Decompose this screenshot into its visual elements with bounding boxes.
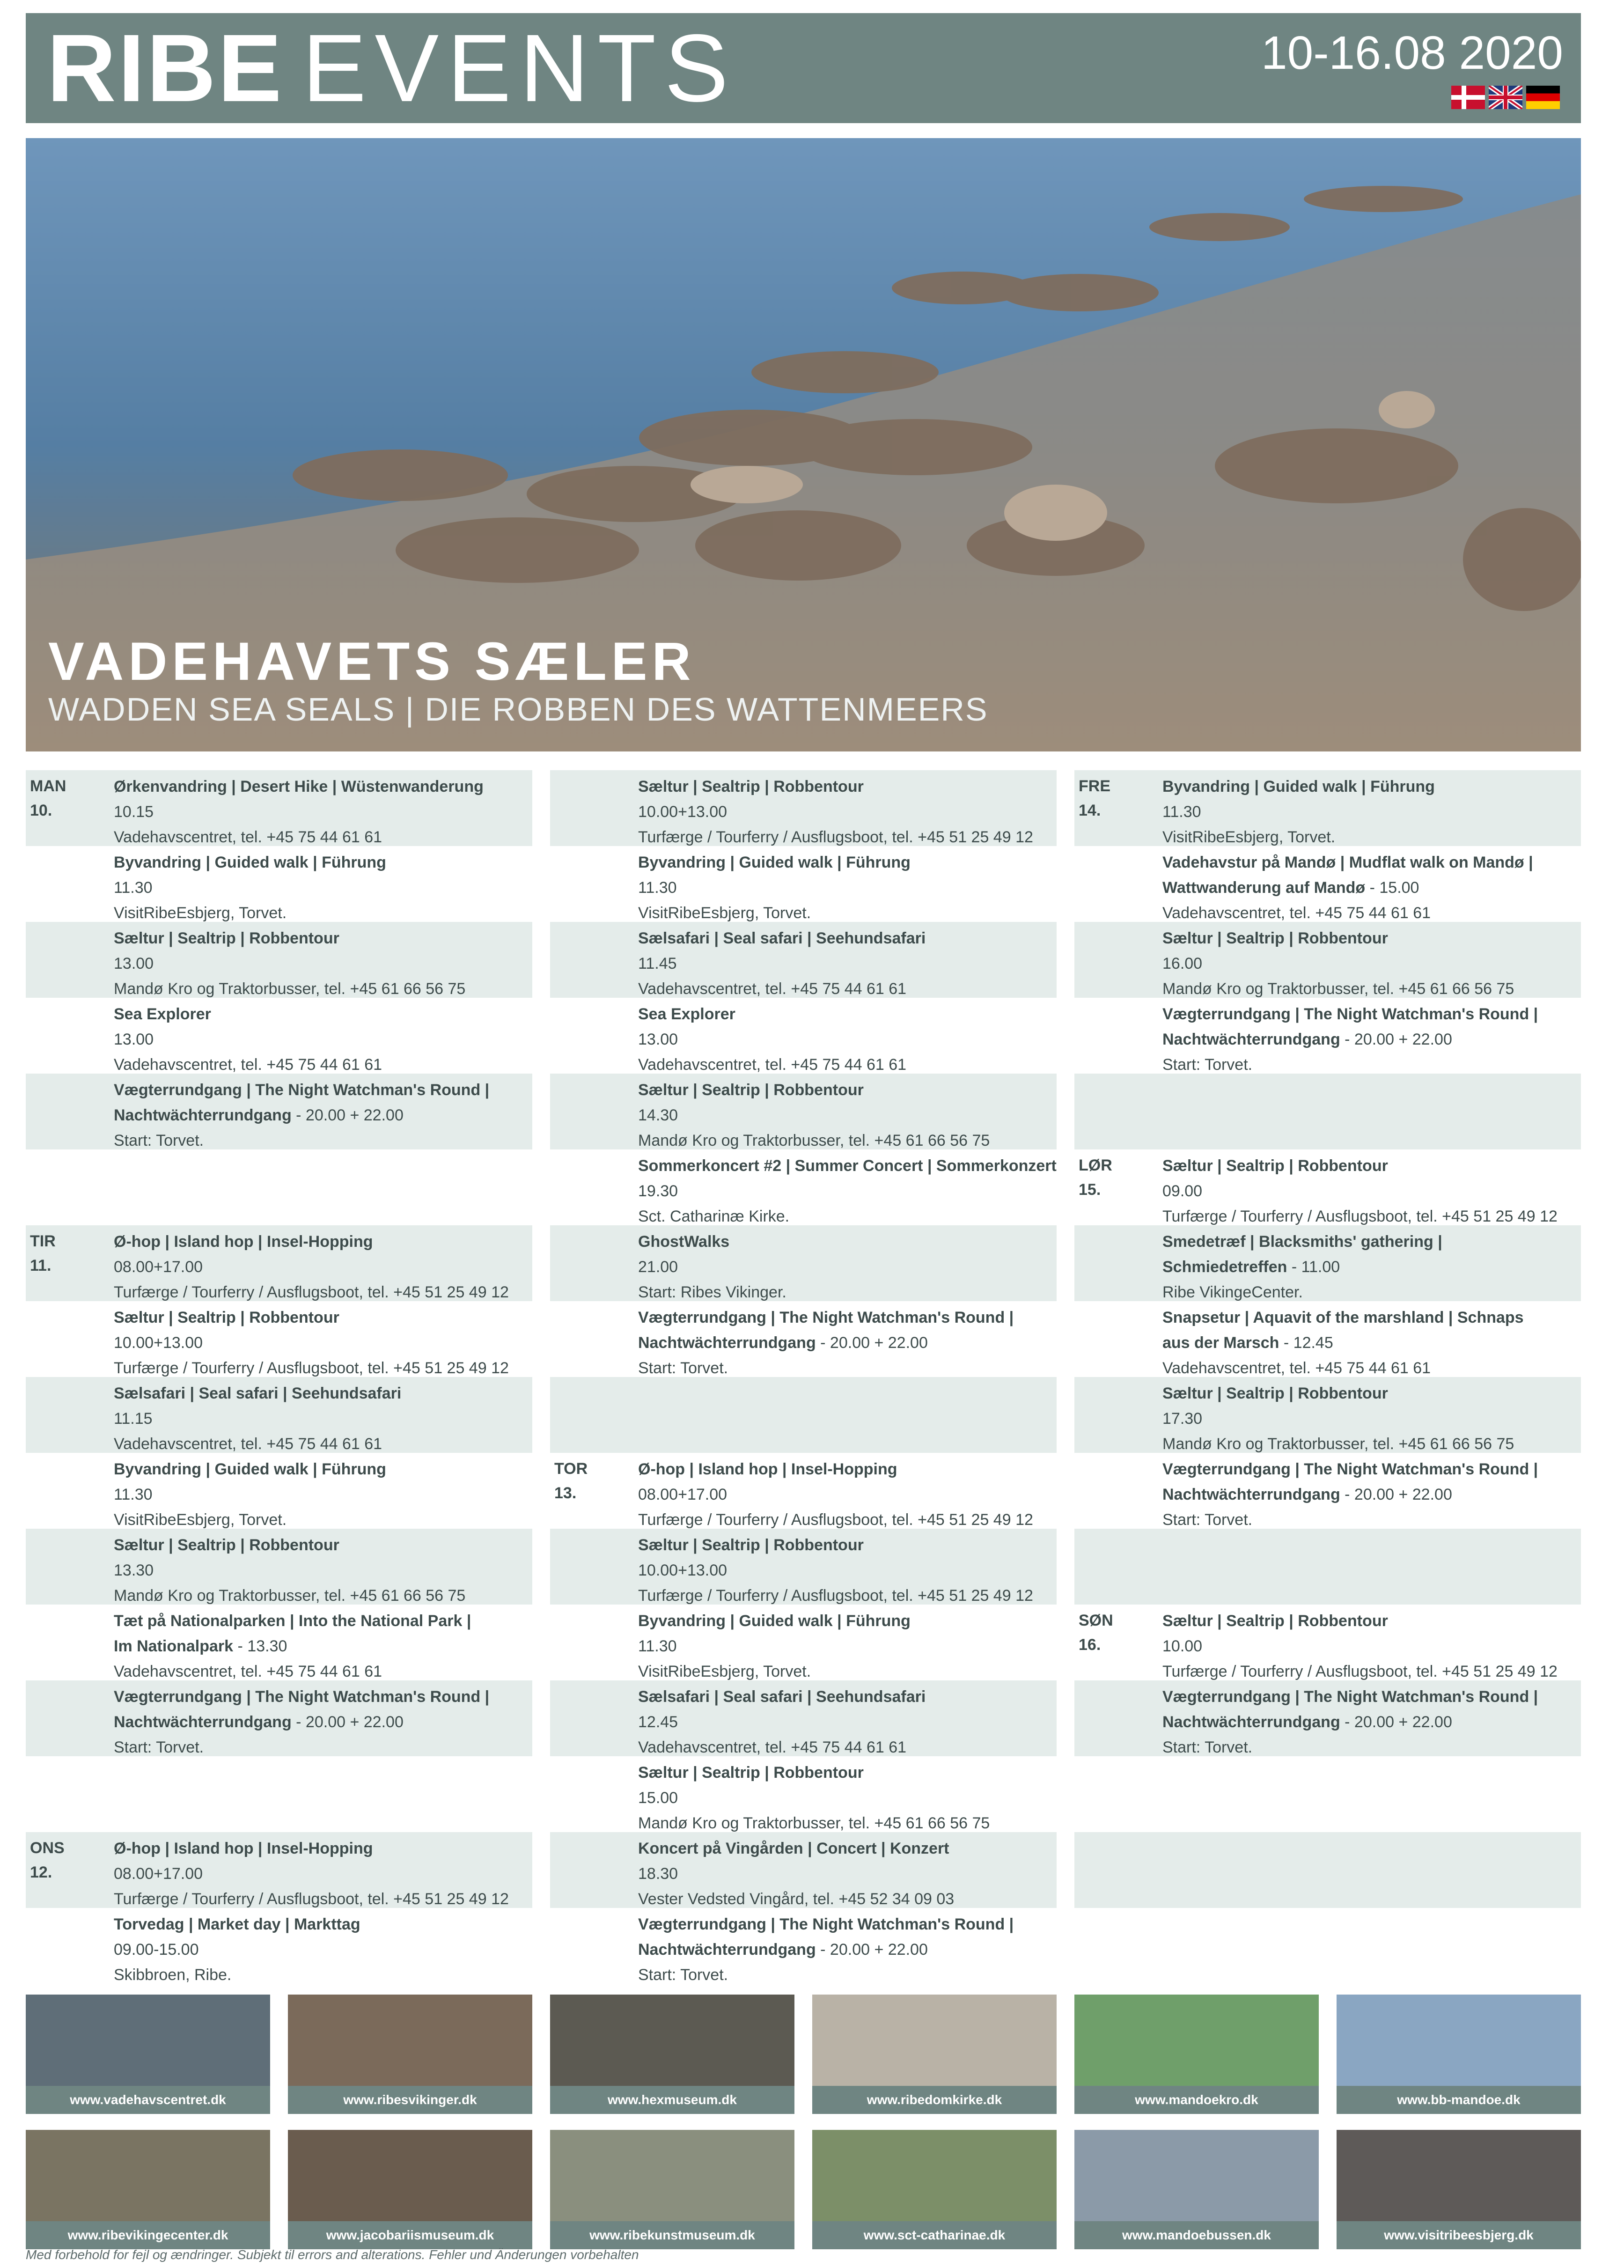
event-time: - 12.45 bbox=[1279, 1334, 1333, 1352]
event-details bbox=[638, 1836, 1054, 1912]
hero-subtitle: WADDEN SEA SEALS | DIE ROBBEN DES WATTENMEERS bbox=[48, 691, 988, 728]
event-row bbox=[1074, 846, 1581, 922]
partner-tile[interactable] bbox=[1074, 2130, 1319, 2249]
event-title-cont: aus der Marsch bbox=[1162, 1334, 1279, 1352]
event-row bbox=[1074, 1149, 1581, 1225]
event-time: - 20.00 + 22.00 bbox=[291, 1106, 404, 1124]
event-time: - 13.30 bbox=[233, 1637, 287, 1655]
event-location: Turfærge / Tourferry / Ausflugsboot, tel. +45 51 25 49 12 bbox=[114, 1890, 509, 1908]
event-location: Mandø Kro og Traktorbusser, tel. +45 61 66 56 75 bbox=[114, 1587, 466, 1605]
event-details bbox=[114, 1912, 529, 1988]
event-location: Start: Torvet. bbox=[1162, 1738, 1253, 1756]
event-details bbox=[638, 1153, 1057, 1229]
event-time: 11.15 bbox=[114, 1410, 153, 1428]
event-location: Vadehavscentret, tel. +45 75 44 61 61 bbox=[638, 1738, 907, 1756]
event-details bbox=[114, 774, 529, 850]
event-title-cont: Nachtwächterrundgang bbox=[638, 1334, 816, 1352]
event-location: Sct. Catharinæ Kirke. bbox=[638, 1208, 790, 1225]
event-title: Sæltur | Sealtrip | Robbentour bbox=[638, 778, 864, 795]
brand-light: EVENTS bbox=[302, 15, 737, 122]
partner-url-link[interactable]: www.bb-mandoe.dk bbox=[1337, 2086, 1581, 2114]
event-row bbox=[26, 1529, 532, 1605]
danish-flag-icon[interactable] bbox=[1451, 86, 1485, 109]
event-row bbox=[550, 1225, 1057, 1301]
partner-url-link[interactable]: www.visitribeesbjerg.dk bbox=[1337, 2221, 1581, 2249]
event-details bbox=[1162, 1001, 1578, 1077]
event-title: Byvandring | Guided walk | Führung bbox=[638, 1612, 911, 1630]
event-location: Vadehavscentret, tel. +45 75 44 61 61 bbox=[114, 1056, 382, 1074]
partner-photo bbox=[1337, 2130, 1581, 2221]
event-row bbox=[550, 770, 1057, 846]
event-title: Sæltur | Sealtrip | Robbentour bbox=[114, 1309, 339, 1326]
partner-tile[interactable] bbox=[288, 2130, 532, 2249]
event-row bbox=[1074, 1301, 1581, 1377]
event-title-cont: Im Nationalpark bbox=[114, 1637, 234, 1655]
event-location: Start: Ribes Vikinger. bbox=[638, 1283, 786, 1301]
event-row bbox=[1074, 1756, 1581, 1832]
event-row bbox=[1074, 1832, 1581, 1908]
event-row bbox=[26, 1908, 532, 1984]
event-details bbox=[114, 1608, 529, 1684]
event-location: Vadehavscentret, tel. +45 75 44 61 61 bbox=[638, 980, 907, 998]
event-title: Vægterrundgang | The Night Watchman's Round | bbox=[1162, 1005, 1538, 1023]
event-title: Sæltur | Sealtrip | Robbentour bbox=[114, 929, 339, 947]
event-time: 08.00+17.00 bbox=[114, 1258, 203, 1276]
event-row bbox=[1074, 1074, 1581, 1149]
event-row bbox=[1074, 1605, 1581, 1680]
event-details bbox=[638, 926, 1054, 1001]
event-details bbox=[1162, 1684, 1578, 1760]
event-details bbox=[1162, 1457, 1578, 1532]
partner-photo bbox=[288, 1995, 532, 2086]
event-details bbox=[638, 850, 1054, 926]
event-details bbox=[1162, 1305, 1578, 1381]
event-time: - 20.00 + 22.00 bbox=[291, 1713, 404, 1731]
event-row bbox=[550, 998, 1057, 1074]
event-details bbox=[114, 1381, 529, 1457]
event-details bbox=[638, 1760, 1054, 1836]
header-banner bbox=[26, 13, 1581, 123]
event-title-line2 bbox=[114, 1103, 529, 1128]
event-location: Turfærge / Tourferry / Ausflugsboot, tel. +45 51 25 49 12 bbox=[638, 828, 1033, 846]
schedule-column-1 bbox=[26, 770, 532, 1984]
event-details bbox=[114, 1305, 529, 1381]
event-details bbox=[638, 1229, 1054, 1305]
event-location: VisitRibeEsbjerg, Torvet. bbox=[638, 904, 811, 922]
partner-tile[interactable] bbox=[1337, 2130, 1581, 2249]
event-title: Byvandring | Guided walk | Führung bbox=[114, 854, 386, 871]
event-title-cont: Nachtwächterrundgang bbox=[1162, 1031, 1340, 1048]
event-title: Vægterrundgang | The Night Watchman's Round | bbox=[638, 1309, 1014, 1326]
event-location: Vester Vedsted Vingård, tel. +45 52 34 09 03 bbox=[638, 1890, 955, 1908]
event-time: 19.30 bbox=[638, 1182, 678, 1200]
day-label: LØR 15. bbox=[1079, 1156, 1112, 1199]
event-row bbox=[26, 846, 532, 922]
event-location: Start: Torvet. bbox=[1162, 1056, 1253, 1074]
partner-photo bbox=[26, 2130, 270, 2221]
partner-links-row-1 bbox=[26, 1995, 1581, 2114]
event-details bbox=[114, 1001, 529, 1077]
event-details bbox=[114, 1532, 529, 1608]
schedule-column-3 bbox=[1074, 770, 1581, 1984]
event-time: 09.00-15.00 bbox=[114, 1941, 199, 1959]
event-time: 08.00+17.00 bbox=[638, 1486, 727, 1503]
event-title: Sea Explorer bbox=[114, 1005, 211, 1023]
event-location: Start: Torvet. bbox=[114, 1738, 204, 1756]
event-details bbox=[638, 1077, 1054, 1153]
event-time: 13.00 bbox=[114, 1031, 154, 1048]
event-title: Byvandring | Guided walk | Führung bbox=[114, 1460, 386, 1478]
event-title: Vægterrundgang | The Night Watchman's Round | bbox=[1162, 1460, 1538, 1478]
event-time: - 20.00 + 22.00 bbox=[1340, 1713, 1452, 1731]
partner-photo bbox=[1074, 1995, 1319, 2086]
event-details bbox=[1162, 1229, 1578, 1305]
event-location: Start: Torvet. bbox=[638, 1359, 728, 1377]
partner-tile[interactable] bbox=[550, 1995, 794, 2114]
event-details bbox=[114, 850, 529, 926]
partner-photo bbox=[1337, 1995, 1581, 2086]
partner-tile[interactable] bbox=[26, 2130, 270, 2249]
partner-photo bbox=[1074, 2130, 1319, 2221]
event-title: Byvandring | Guided walk | Führung bbox=[638, 854, 911, 871]
event-row bbox=[26, 1149, 532, 1225]
partner-url-link[interactable]: www.ribekunstmuseum.dk bbox=[550, 2221, 794, 2249]
event-title-cont: Nachtwächterrundgang bbox=[1162, 1713, 1340, 1731]
event-time: - 20.00 + 22.00 bbox=[816, 1941, 928, 1959]
event-title-line2 bbox=[1162, 875, 1578, 900]
partner-tile[interactable] bbox=[288, 1995, 532, 2114]
event-time: 13.00 bbox=[638, 1031, 678, 1048]
event-time: 16.00 bbox=[1162, 955, 1203, 972]
hero-title: VADEHAVETS SÆLER bbox=[48, 632, 696, 692]
brand-bold: RIBE bbox=[47, 15, 284, 122]
event-row bbox=[550, 1832, 1057, 1908]
event-row bbox=[26, 1832, 532, 1908]
event-title: Sea Explorer bbox=[638, 1005, 735, 1023]
event-time: 17.30 bbox=[1162, 1410, 1203, 1428]
event-row bbox=[550, 922, 1057, 998]
event-title: Sæltur | Sealtrip | Robbentour bbox=[1162, 1157, 1388, 1175]
event-details bbox=[638, 774, 1054, 850]
event-time: - 15.00 bbox=[1365, 879, 1419, 897]
event-title-cont: Wattwanderung auf Mandø bbox=[1162, 879, 1366, 897]
event-title: Ø-hop | Island hop | Insel-Hopping bbox=[638, 1460, 897, 1478]
partner-tile[interactable] bbox=[812, 2130, 1057, 2249]
brand-title bbox=[47, 15, 737, 122]
partner-photo bbox=[812, 2130, 1057, 2221]
event-row bbox=[26, 1074, 532, 1149]
event-location: Vadehavscentret, tel. +45 75 44 61 61 bbox=[1162, 1359, 1431, 1377]
partner-photo bbox=[812, 1995, 1057, 2086]
event-row bbox=[26, 1605, 532, 1680]
partner-links-row-2 bbox=[26, 2130, 1581, 2249]
partner-tile[interactable] bbox=[1074, 1995, 1319, 2114]
event-details bbox=[638, 1684, 1054, 1760]
event-location: Vadehavscentret, tel. +45 75 44 61 61 bbox=[114, 1663, 382, 1680]
event-title-cont: Nachtwächterrundgang bbox=[114, 1106, 292, 1124]
event-details bbox=[1162, 1381, 1578, 1457]
partner-url-link[interactable]: www.vadehavscentret.dk bbox=[26, 2086, 270, 2114]
event-details bbox=[1162, 926, 1578, 1001]
event-time: 11.30 bbox=[638, 879, 677, 897]
date-range: 10-16.08 2020 bbox=[1261, 27, 1563, 79]
event-location: Turfærge / Tourferry / Ausflugsboot, tel. +45 51 25 49 12 bbox=[638, 1511, 1033, 1529]
event-time: - 20.00 + 22.00 bbox=[1340, 1031, 1452, 1048]
event-title: Sælsafari | Seal safari | Seehundsafari bbox=[114, 1384, 402, 1402]
event-title: Sæltur | Sealtrip | Robbentour bbox=[114, 1536, 339, 1554]
event-row bbox=[1074, 1225, 1581, 1301]
event-title: Sælsafari | Seal safari | Seehundsafari bbox=[638, 1688, 926, 1706]
partner-tile[interactable] bbox=[812, 1995, 1057, 2114]
partner-url-link[interactable]: www.ribesvikinger.dk bbox=[288, 2086, 532, 2114]
partner-url-link[interactable]: www.hexmuseum.dk bbox=[550, 2086, 794, 2114]
event-row bbox=[26, 922, 532, 998]
event-title: Sæltur | Sealtrip | Robbentour bbox=[638, 1764, 864, 1782]
event-title: Sæltur | Sealtrip | Robbentour bbox=[1162, 1612, 1388, 1630]
partner-tile[interactable] bbox=[26, 1995, 270, 2114]
event-row bbox=[1074, 998, 1581, 1074]
event-row bbox=[550, 1605, 1057, 1680]
event-row bbox=[550, 1074, 1057, 1149]
event-location: Mandø Kro og Traktorbusser, tel. +45 61 66 56 75 bbox=[638, 1132, 990, 1149]
event-location: Start: Torvet. bbox=[638, 1966, 728, 1984]
event-row bbox=[1074, 1680, 1581, 1756]
schedule-column-2 bbox=[550, 770, 1057, 1984]
event-row bbox=[26, 1301, 532, 1377]
event-title-line2 bbox=[1162, 1482, 1578, 1507]
uk-flag-icon[interactable] bbox=[1489, 86, 1522, 109]
event-time: 15.00 bbox=[638, 1789, 678, 1807]
event-location: Vadehavscentret, tel. +45 75 44 61 61 bbox=[1162, 904, 1431, 922]
event-title-cont: Nachtwächterrundgang bbox=[1162, 1486, 1340, 1503]
event-details bbox=[114, 1684, 529, 1760]
event-title: Koncert på Vingården | Concert | Konzert bbox=[638, 1840, 949, 1857]
event-title-cont: Schmiedetreffen bbox=[1162, 1258, 1287, 1276]
hero-photo bbox=[26, 138, 1581, 751]
day-label: TOR 13. bbox=[554, 1460, 588, 1502]
event-title: Sælsafari | Seal safari | Seehundsafari bbox=[638, 929, 926, 947]
event-details bbox=[114, 1077, 529, 1153]
partner-url-link[interactable]: www.ribevikingecenter.dk bbox=[26, 2221, 270, 2249]
event-location: Vadehavscentret, tel. +45 75 44 61 61 bbox=[638, 1056, 907, 1074]
event-location: Mandø Kro og Traktorbusser, tel. +45 61 66 56 75 bbox=[1162, 980, 1514, 998]
event-details bbox=[638, 1532, 1054, 1608]
event-details bbox=[638, 1001, 1054, 1077]
event-location: Skibbroen, Ribe. bbox=[114, 1966, 232, 1984]
event-location: Vadehavscentret, tel. +45 75 44 61 61 bbox=[114, 1435, 382, 1453]
event-title-line2 bbox=[1162, 1027, 1578, 1052]
event-location: Turfærge / Tourferry / Ausflugsboot, tel. +45 51 25 49 12 bbox=[114, 1359, 509, 1377]
event-time: 13.30 bbox=[114, 1561, 154, 1579]
event-location: Turfærge / Tourferry / Ausflugsboot, tel. +45 51 25 49 12 bbox=[638, 1587, 1033, 1605]
event-time: 10.00+13.00 bbox=[638, 1561, 727, 1579]
event-title: GhostWalks bbox=[638, 1233, 730, 1251]
event-title: Ø-hop | Island hop | Insel-Hopping bbox=[114, 1233, 373, 1251]
event-title: Sæltur | Sealtrip | Robbentour bbox=[1162, 1384, 1388, 1402]
partner-tile[interactable] bbox=[1337, 1995, 1581, 2114]
event-time: 10.00+13.00 bbox=[114, 1334, 203, 1352]
event-location: Start: Torvet. bbox=[114, 1132, 204, 1149]
event-time: 11.30 bbox=[114, 1486, 153, 1503]
partner-photo bbox=[550, 2130, 794, 2221]
event-time: - 11.00 bbox=[1287, 1258, 1340, 1276]
event-row bbox=[26, 770, 532, 846]
partner-url-link[interactable]: www.mandoekro.dk bbox=[1074, 2086, 1319, 2114]
event-title: Tæt på Nationalparken | Into the National Park | bbox=[114, 1612, 471, 1630]
event-details bbox=[638, 1457, 1054, 1532]
event-title: Torvedag | Market day | Markttag bbox=[114, 1915, 360, 1933]
event-row bbox=[550, 1453, 1057, 1529]
event-row bbox=[1074, 770, 1581, 846]
event-row bbox=[550, 1680, 1057, 1756]
event-details bbox=[114, 926, 529, 1001]
event-location: VisitRibeEsbjerg, Torvet. bbox=[1162, 828, 1336, 846]
event-time: 10.00+13.00 bbox=[638, 803, 727, 821]
event-time: 14.30 bbox=[638, 1106, 678, 1124]
event-details bbox=[114, 1836, 529, 1912]
event-details bbox=[114, 1229, 529, 1305]
event-location: Start: Torvet. bbox=[1162, 1511, 1253, 1529]
event-row bbox=[1074, 1377, 1581, 1453]
event-location: VisitRibeEsbjerg, Torvet. bbox=[114, 1511, 287, 1529]
event-title: Sæltur | Sealtrip | Robbentour bbox=[638, 1081, 864, 1099]
event-title: Sommerkoncert #2 | Summer Concert | Sommerkonzert bbox=[638, 1157, 1057, 1175]
event-details bbox=[638, 1608, 1054, 1684]
partner-url-link[interactable]: www.mandoebussen.dk bbox=[1074, 2221, 1319, 2249]
event-row bbox=[550, 846, 1057, 922]
event-location: Ribe VikingeCenter. bbox=[1162, 1283, 1303, 1301]
event-title-line2 bbox=[638, 1330, 1054, 1355]
event-time: - 20.00 + 22.00 bbox=[816, 1334, 928, 1352]
event-title: Ørkenvandring | Desert Hike | Wüstenwanderung bbox=[114, 778, 484, 795]
partner-photo bbox=[26, 1995, 270, 2086]
event-time: 13.00 bbox=[114, 955, 154, 972]
event-time: - 20.00 + 22.00 bbox=[1340, 1486, 1452, 1503]
event-title: Snapsetur | Aquavit of the marshland | Schnaps bbox=[1162, 1309, 1524, 1326]
day-label: SØN 16. bbox=[1079, 1612, 1113, 1654]
event-time: 08.00+17.00 bbox=[114, 1865, 203, 1883]
day-label: FRE 14. bbox=[1079, 777, 1110, 819]
disclaimer-footer: Med forbehold for fejl og ændringer. Subjekt til errors and alterations. Fehler und Änderungen vorbehalten bbox=[26, 2247, 639, 2262]
event-title-cont: Nachtwächterrundgang bbox=[114, 1713, 292, 1731]
event-row bbox=[550, 1529, 1057, 1605]
event-title-line2 bbox=[1162, 1330, 1578, 1355]
language-flags bbox=[1451, 86, 1560, 109]
german-flag-icon[interactable] bbox=[1526, 86, 1560, 109]
event-time: 11.30 bbox=[1162, 803, 1201, 821]
event-title: Smedetræf | Blacksmiths' gathering | bbox=[1162, 1233, 1442, 1251]
event-time: 11.45 bbox=[638, 955, 677, 972]
day-label: MAN 10. bbox=[30, 777, 66, 819]
day-label: ONS 12. bbox=[30, 1839, 65, 1881]
event-row bbox=[26, 998, 532, 1074]
event-time: 21.00 bbox=[638, 1258, 678, 1276]
event-row bbox=[26, 1680, 532, 1756]
event-time: 10.00 bbox=[1162, 1637, 1203, 1655]
event-time: 11.30 bbox=[638, 1637, 677, 1655]
event-row bbox=[550, 1908, 1057, 1984]
event-row bbox=[550, 1756, 1057, 1832]
event-title-line2 bbox=[114, 1634, 529, 1659]
event-title-line2 bbox=[114, 1709, 529, 1735]
event-time: 18.30 bbox=[638, 1865, 678, 1883]
event-row bbox=[26, 1756, 532, 1832]
event-location: Mandø Kro og Traktorbusser, tel. +45 61 66 56 75 bbox=[114, 980, 466, 998]
event-title: Sæltur | Sealtrip | Robbentour bbox=[638, 1536, 864, 1554]
event-title: Vadehavstur på Mandø | Mudflat walk on Mandø | bbox=[1162, 854, 1533, 871]
event-time: 09.00 bbox=[1162, 1182, 1203, 1200]
event-time: 12.45 bbox=[638, 1713, 678, 1731]
partner-url-link[interactable]: www.jacobariismuseum.dk bbox=[288, 2221, 532, 2249]
event-title: Vægterrundgang | The Night Watchman's Round | bbox=[1162, 1688, 1538, 1706]
event-location: VisitRibeEsbjerg, Torvet. bbox=[638, 1663, 811, 1680]
event-location: VisitRibeEsbjerg, Torvet. bbox=[114, 904, 287, 922]
event-row bbox=[1074, 1529, 1581, 1605]
partner-tile[interactable] bbox=[550, 2130, 794, 2249]
event-row bbox=[26, 1377, 532, 1453]
event-title: Byvandring | Guided walk | Führung bbox=[1162, 778, 1435, 795]
event-row bbox=[26, 1453, 532, 1529]
event-location: Vadehavscentret, tel. +45 75 44 61 61 bbox=[114, 828, 382, 846]
event-title: Vægterrundgang | The Night Watchman's Round | bbox=[638, 1915, 1014, 1933]
event-time: 10.15 bbox=[114, 803, 154, 821]
event-time: 11.30 bbox=[114, 879, 153, 897]
event-details bbox=[114, 1457, 529, 1532]
partner-photo bbox=[288, 2130, 532, 2221]
event-title-line2 bbox=[1162, 1709, 1578, 1735]
event-location: Turfærge / Tourferry / Ausflugsboot, tel. +45 51 25 49 12 bbox=[114, 1283, 509, 1301]
event-location: Turfærge / Tourferry / Ausflugsboot, tel. +45 51 25 49 12 bbox=[1162, 1208, 1558, 1225]
day-label: TIR 11. bbox=[30, 1232, 56, 1274]
event-row bbox=[26, 1225, 532, 1301]
partner-url-link[interactable]: www.ribedomkirke.dk bbox=[812, 2086, 1057, 2114]
event-title-line2 bbox=[1162, 1254, 1578, 1280]
event-row bbox=[1074, 1908, 1581, 1984]
event-location: Mandø Kro og Traktorbusser, tel. +45 61 66 56 75 bbox=[638, 1814, 990, 1832]
event-details bbox=[1162, 1608, 1578, 1684]
event-details bbox=[638, 1912, 1054, 1988]
event-title: Sæltur | Sealtrip | Robbentour bbox=[1162, 929, 1388, 947]
partner-url-link[interactable]: www.sct-catharinae.dk bbox=[812, 2221, 1057, 2249]
event-title-cont: Nachtwächterrundgang bbox=[638, 1941, 816, 1959]
event-details bbox=[1162, 1153, 1578, 1229]
event-title: Vægterrundgang | The Night Watchman's Round | bbox=[114, 1688, 490, 1706]
event-title-line2 bbox=[638, 1937, 1054, 1962]
event-location: Mandø Kro og Traktorbusser, tel. +45 61 66 56 75 bbox=[1162, 1435, 1514, 1453]
event-details bbox=[638, 1305, 1054, 1381]
event-title: Ø-hop | Island hop | Insel-Hopping bbox=[114, 1840, 373, 1857]
event-title: Vægterrundgang | The Night Watchman's Round | bbox=[114, 1081, 490, 1099]
event-details bbox=[1162, 774, 1578, 850]
partner-photo bbox=[550, 1995, 794, 2086]
event-details bbox=[1162, 850, 1578, 926]
event-row bbox=[550, 1149, 1057, 1225]
event-location: Turfærge / Tourferry / Ausflugsboot, tel. +45 51 25 49 12 bbox=[1162, 1663, 1558, 1680]
event-row bbox=[550, 1301, 1057, 1377]
event-row bbox=[1074, 922, 1581, 998]
event-row bbox=[550, 1377, 1057, 1453]
event-row bbox=[1074, 1453, 1581, 1529]
